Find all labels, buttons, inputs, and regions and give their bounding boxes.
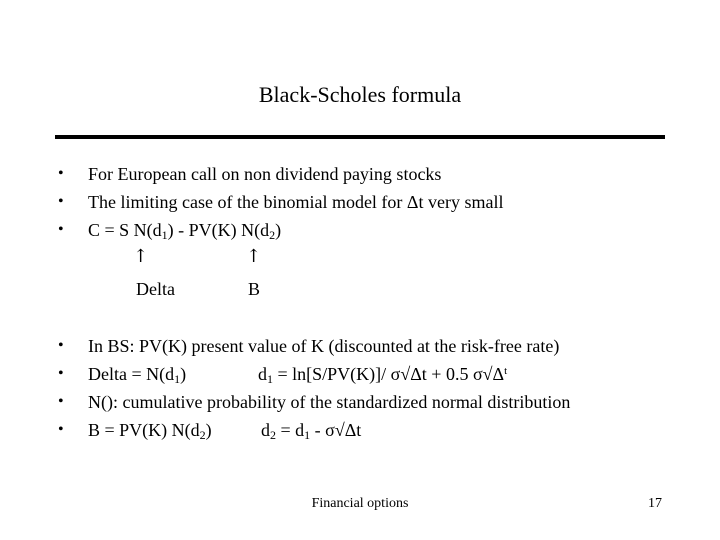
bullet-text: The limiting case of the binomial model for Δt very small (88, 192, 504, 212)
bullet-text: N(): cumulative probability of the standardized normal distribution (88, 392, 571, 412)
formula-text: - σ√Δt (310, 420, 362, 440)
formula-text: Delta = N(d (88, 364, 175, 384)
subscript: 1 (304, 428, 311, 442)
list-item (58, 360, 698, 388)
list-item (58, 332, 698, 360)
b-label: B (248, 279, 261, 299)
b-formula (88, 416, 212, 444)
formula-text: B = PV(K) N(d (88, 420, 200, 440)
slide-title: Black-Scholes formula (258, 82, 462, 107)
list-item (58, 388, 698, 416)
list-item (58, 160, 698, 188)
bullet-text: For European call on non dividend paying stocks (88, 164, 442, 184)
subscript: 2 (199, 428, 206, 442)
subscript: 2 (269, 228, 276, 242)
bullet-list-top (58, 160, 698, 244)
up-arrow-icon: ↑ (133, 246, 149, 267)
superscript: t (504, 365, 508, 377)
bullet-icon: • (58, 221, 64, 238)
subscript: 1 (161, 228, 168, 242)
bullet-list-bottom (58, 332, 698, 444)
bullet-icon: • (58, 421, 64, 438)
bullet-icon: • (58, 337, 64, 354)
formula-text: ) (205, 420, 212, 440)
page-number: 17 (648, 496, 662, 511)
footer-text: Financial options (311, 496, 409, 511)
title-divider (55, 135, 665, 139)
bullet-icon: • (58, 193, 64, 210)
delta-label: Delta (136, 279, 175, 299)
formula-text: d (261, 420, 270, 440)
formula-text: ) (275, 220, 282, 240)
up-arrow-icon: ↑ (246, 246, 262, 267)
bullet-icon: • (58, 365, 64, 382)
bullet-icon: • (58, 393, 64, 410)
formula-text: ) (180, 364, 187, 384)
bullet-icon: • (58, 165, 64, 182)
bullet-text: In BS: PV(K) present value of K (discounted at the risk-free rate) (88, 336, 560, 356)
call-formula (88, 216, 281, 244)
list-item (58, 188, 698, 216)
formula-text: = d (276, 420, 305, 440)
subscript: 1 (267, 372, 273, 386)
list-item (58, 216, 698, 244)
subscript: 2 (270, 428, 276, 442)
delta-formula (88, 360, 186, 388)
formula-text: d (258, 364, 267, 384)
subscript: 1 (174, 372, 181, 386)
list-item (58, 416, 698, 444)
formula-text: ) - PV(K) N(d (167, 220, 270, 240)
d1-formula (258, 360, 507, 388)
formula-text: = ln[S/PV(K)]/ σ√Δt + 0.5 σ√Δ (273, 364, 505, 384)
formula-text: C = S N(d (88, 220, 162, 240)
d2-formula (261, 416, 361, 444)
